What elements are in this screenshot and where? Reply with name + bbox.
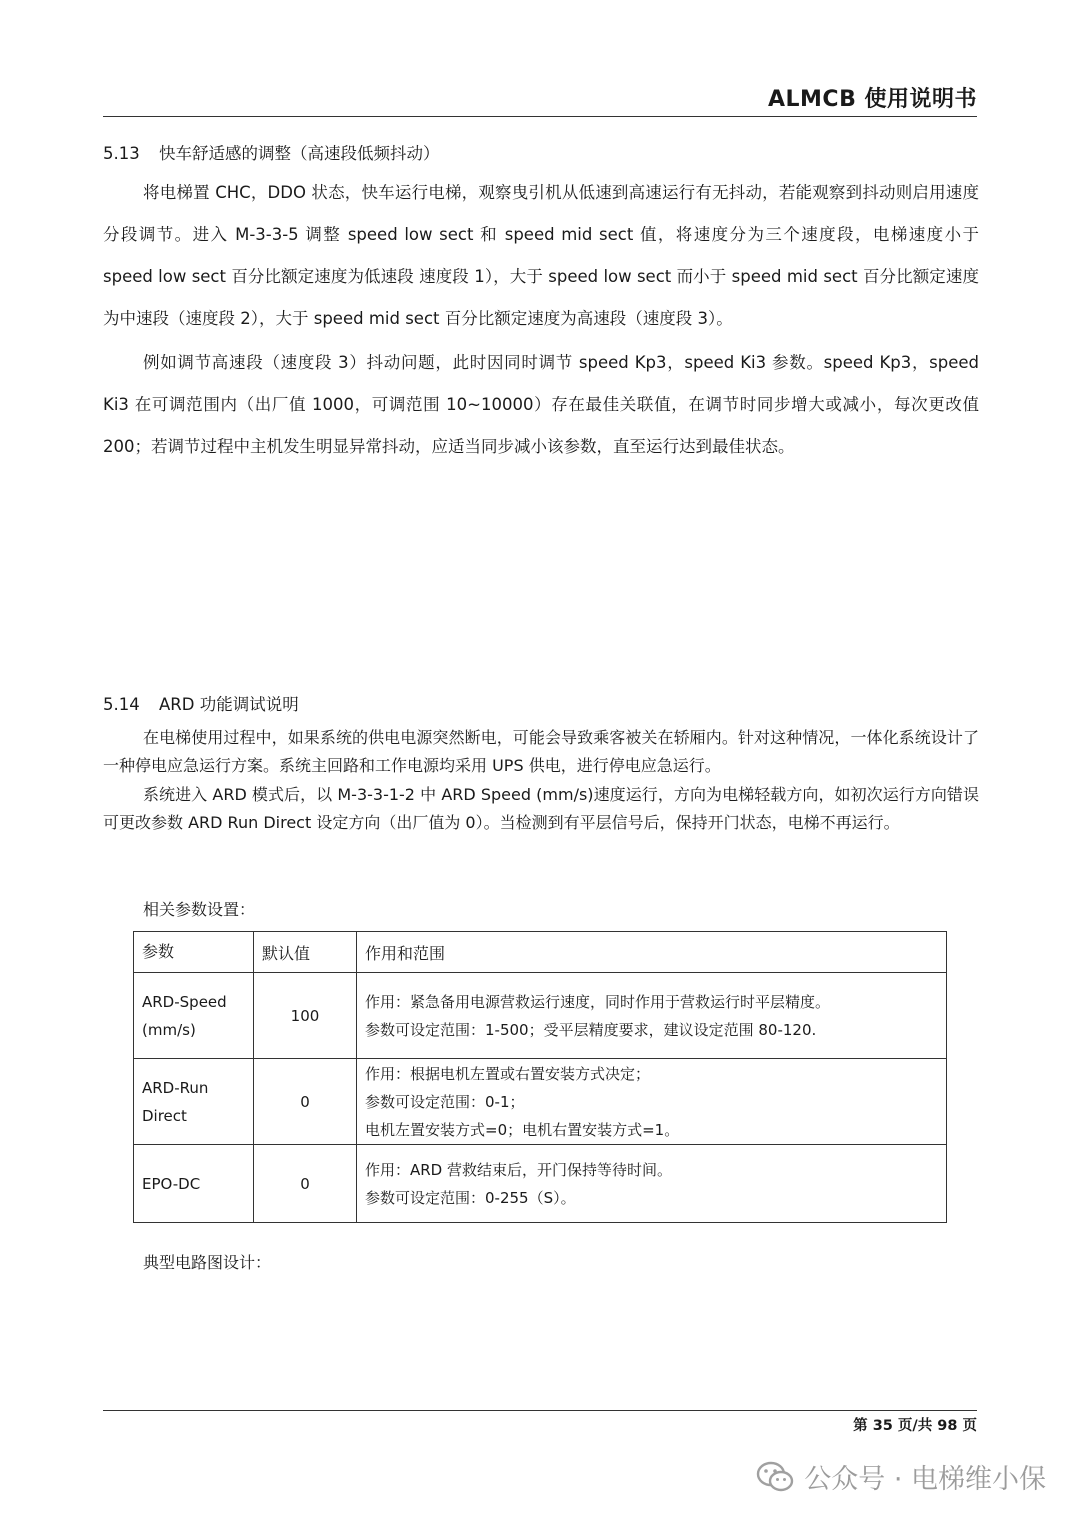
description-cell xyxy=(357,1145,947,1223)
section-5-14-heading xyxy=(103,691,299,715)
wechat-icon xyxy=(756,1461,794,1493)
description-line: 参数可设定范围：0-1； xyxy=(365,1092,525,1111)
header-rule xyxy=(103,116,977,117)
watermark-text: 公众号 · 电梯维小保 xyxy=(804,1464,1046,1495)
column-header: 参数 xyxy=(134,932,254,973)
section-5-13-paragraph-1: 将电梯置 CHC，DDO 状态，快车运行电梯，观察曳引机从低速到高速运行有无抖动，若能观察到抖动则启用速度分段调节。进入 M-3-3-5 调整 speed low sect 和 speed mid sect 值，将速度分为三个速度段，电梯速度小于 speed low sect 百分比额定速度为低速段 速度段 1），大于 speed low sect 而小于 speed mid sect 百分比额定速度为中速段（速度段 2），大于 speed mid sect 百分比额定速度为高速段（速度段 3）。 xyxy=(103,183,979,328)
default-value-cell: 0 xyxy=(254,1059,357,1145)
watermark xyxy=(756,1457,1046,1496)
description-cell xyxy=(357,1059,947,1145)
document-title: ALMCB 使用说明书 xyxy=(767,87,977,112)
table-row xyxy=(134,973,947,1059)
param-name-cell: EPO-DC xyxy=(134,1145,254,1223)
section-5-13-heading xyxy=(103,140,440,164)
parameter-table xyxy=(133,931,947,1223)
section-5-14-paragraph-2: 系统进入 ARD 模式后，以 M-3-3-1-2 中 ARD Speed (mm/s)速度运行，方向为电梯轻载方向，如初次运行方向错误可更改参数 ARD Run Direct 设定方向（出厂值为 0）。当检测到有平层信号后，保持开门状态，电梯不再运行。 xyxy=(103,785,979,832)
description-line: 参数可设定范围：1-500；受平层精度要求，建议设定范围 80-120. xyxy=(365,1020,817,1039)
param-name-cell: ARD-Run Direct xyxy=(134,1059,254,1145)
description-line: 作用：根据电机左置或右置安装方式决定； xyxy=(365,1064,651,1083)
section-5-14-paragraph-1: 在电梯使用过程中，如果系统的供电电源突然断电，可能会导致乘客被关在轿厢内。针对这种情况，一体化系统设计了一种停电应急运行方案。系统主回路和工作电源均采用 UPS 供电，进行停电应急运行。 xyxy=(103,728,979,775)
section-5-13-paragraph-2: 例如调节高速段（速度段 3）抖动问题，此时因同时调节 speed Kp3，speed Ki3 参数。speed Kp3，speed Ki3 在可调范围内（出厂值 1000，可调范围 10~10000）存在最佳关联值，在调节时同步增大或减小，每次更改值 200；若调节过程中主机发生明显异常抖动，应适当同步减小该参数，直至运行达到最佳状态。 xyxy=(103,353,979,456)
section-title: 快车舒适感的调整（高速段低频抖动） xyxy=(159,144,440,163)
related-params-label: 相关参数设置： xyxy=(143,900,256,919)
table-row xyxy=(134,1145,947,1223)
circuit-design-label: 典型电路图设计： xyxy=(143,1253,272,1272)
page-number: 第 35 页/共 98 页 xyxy=(853,1418,977,1434)
column-header: 默认值 xyxy=(254,932,357,973)
description-line: 作用：ARD 营救结束后，开门保持等待时间。 xyxy=(365,1160,673,1179)
description-line: 参数可设定范围：0-255（S）。 xyxy=(365,1188,576,1207)
description-line: 作用：紧急备用电源营救运行速度，同时作用于营救运行时平层精度。 xyxy=(365,992,831,1011)
section-number: 5.13 xyxy=(103,144,140,163)
section-title: ARD 功能调试说明 xyxy=(159,695,299,714)
description-line: 电机左置安装方式=0；电机右置安装方式=1。 xyxy=(365,1120,680,1139)
default-value-cell: 0 xyxy=(254,1145,357,1223)
description-cell xyxy=(357,973,947,1059)
table-header-row xyxy=(134,932,947,973)
footer-rule xyxy=(103,1410,977,1411)
default-value-cell: 100 xyxy=(254,973,357,1059)
section-number: 5.14 xyxy=(103,695,140,714)
table-row xyxy=(134,1059,947,1145)
param-name-cell: ARD-Speed (mm/s) xyxy=(134,973,254,1059)
column-header: 作用和范围 xyxy=(357,932,947,973)
